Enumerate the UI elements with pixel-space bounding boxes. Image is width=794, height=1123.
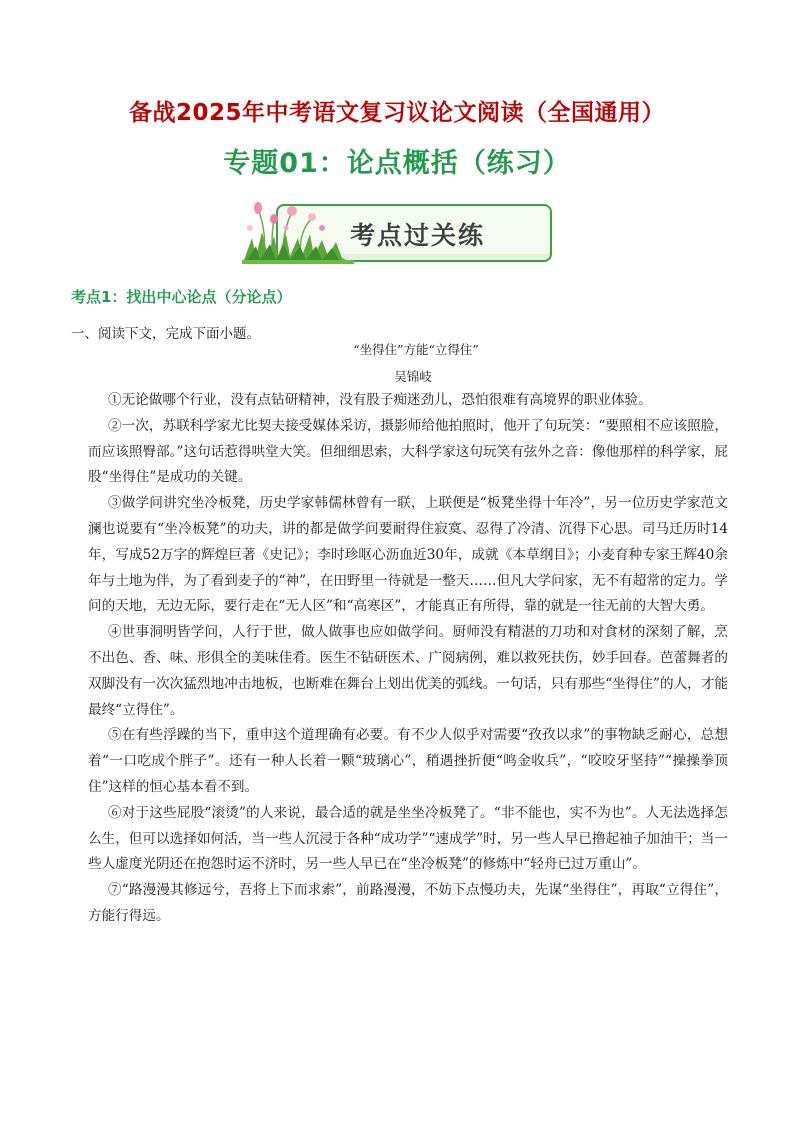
essay-paragraph-6: ⑥对于这些屁股“滚烫”的人来说，最合适的就是坐坐冷板凳了。“非不能也，实不为也”。人无法选择怎么生，但可以选择如何活，当一些人沉浸于各种“成功学”“速成学”时，另一些人早已撸起袖子加油干；当一些人虚度光阴还在抱怨时运不济时，另一些人早已在“坐冷板凳”的修炼中“轻舟已过万重山”。 [88,804,728,873]
essay-title: “坐得住”方能“立得住” [353,342,479,357]
flower-grass-icon [242,198,366,266]
sub-title: 专题01：论点概括（练习） [223,148,571,179]
topic-banner [242,198,552,266]
essay-paragraph-7: ⑦“路漫漫其修远兮，吾将上下而求索”，前路漫漫，不妨下点慢功夫，先谋“坐得住”，再取“立得住”，方能行得远。 [88,882,728,924]
main-title: 备战2025年中考语文复习议论文阅读（全国通用） [128,100,665,126]
banner-label: 考点过关练 [350,221,486,250]
essay-paragraph-1: ①无论做哪个行业，没有点钻研精神，没有股子痴迷劲儿，恐怕很难有高境界的职业体验。 [108,392,652,408]
section-heading: 考点1：找出中心论点（分论点） [71,288,292,306]
essay-paragraph-2: ②一次，苏联科学家尤比契夫接受媒体采访，摄影师给他拍照时，他开了句玩笑：“要照相不应该照脸，而应该照臀部。”这句话惹得哄堂大笑。但细细思索，大科学家这句玩笑有弦外之音：像他那样的科学家，屁股“坐得住”是成功的关键。 [88,417,728,486]
essay-body [88,388,728,930]
essay-author: 吴锦岐 [394,369,432,384]
essay-paragraph-5: ⑤在有些浮躁的当下，重申这个道理确有必要。有不少人似乎对需要“孜孜以求”的事物缺乏耐心，总想着“一口吃成个胖子”。还有一种人长着一颗“玻璃心”，稍遇挫折便“鸣金收兵”，“咬咬牙坚持”“操操拳顶住”这样的恒心基本看不到。 [88,727,728,795]
instruction-text: 一、阅读下文，完成下面小题。 [71,326,260,342]
essay-paragraph-3: ③做学问讲究坐冷板凳，历史学家韩儒林曾有一联，上联便是“板凳坐得十年冷”，另一位历史学家范文澜也说要有“坐冷板凳”的功夫，讲的都是做学问要耐得住寂寞、忍得了冷清、沉得下心思。司马迁历时14年，写成52万字的辉煌巨著《史记》；李时珍呕心沥血近30年，成就《本草纲目》；小麦育种专家王辉40余年与土地为伴，为了看到麦子的“神”，在田野里一待就是一整天……但凡大学问家，无不有超常的定力。学问的天地，无边无际，要行走在“无人区”和“高寒区”，才能真正有所得，靠的就是一往无前的大智大勇。 [88,495,728,615]
essay-paragraph-4: ④世事洞明皆学问，人行于世，做人做事也应如做学问。厨师没有精湛的刀功和对食材的深刻了解，烹不出色、香、味、形俱全的美味佳肴。医生不钻研医术、广阅病例，难以救死扶伤，妙手回春。芭蕾舞者的双脚没有一次次猛烈地冲击地板，也断难在舞台上划出优美的弧线。一句话，只有那些“坐得住”的人，才能最终“立得住”。 [88,624,728,718]
